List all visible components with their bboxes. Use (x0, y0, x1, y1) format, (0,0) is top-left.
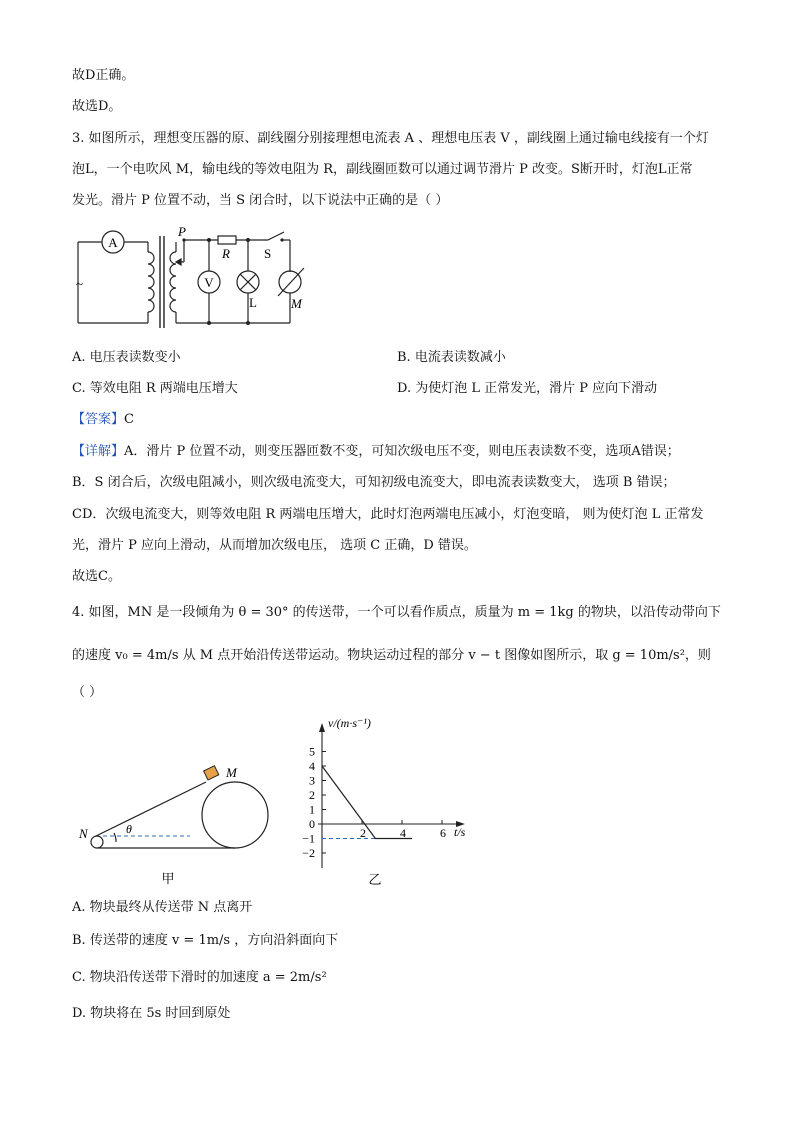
x-axis-label: t/s (454, 825, 466, 839)
prev-conclusion-2: 故选D。 (72, 99, 122, 114)
x-tick-label: 2 (360, 826, 366, 840)
q3-detail-line1 (72, 443, 680, 461)
point-n-label: N (79, 826, 88, 841)
x-tick-label: 6 (440, 826, 446, 840)
v-t-chart (290, 710, 490, 890)
figure-yi-label: 乙 (368, 872, 382, 887)
q4-stem-line1: 4. 如图，MN 是一段倾角为 θ = 30° 的传送带，一个可以看作质点，质量为 m = 1kg 的物块，以沿传动带向下 (72, 605, 721, 620)
y-tick-label: 1 (309, 802, 315, 817)
x-tick-label: 4 (400, 826, 406, 840)
y-tick-label: 3 (309, 773, 315, 788)
detail-label: 【详解】 (72, 444, 125, 459)
point-m-label: M (226, 765, 237, 780)
resistor-label: R (222, 246, 230, 261)
q4-option-a: A. 物块最终从传送带 N 点离开 (72, 900, 253, 915)
transformer-circuit-diagram (72, 222, 322, 334)
y-tick-label: −1 (302, 831, 315, 846)
y-axis-label: v/(m·s⁻¹) (328, 716, 371, 730)
q3-detail-line2: B．S 闭合后，次级电阻减小，则次级电流变大，可知初级电流变大，即电流表读数变大， 选项 B 错误； (72, 475, 676, 490)
figure-jia-label: 甲 (161, 871, 175, 886)
ammeter-label: A (108, 235, 118, 250)
angle-theta-label: θ (126, 822, 132, 836)
q4-option-c: C. 物块沿传送带下滑时的加速度 a = 2m/s² (72, 970, 327, 985)
motor-label: M (291, 296, 302, 311)
q3-answer (72, 411, 134, 429)
y-tick-label: 2 (309, 788, 315, 802)
q4-stem-line2: 的速度 v₀ = 4m/s 从 M 点开始沿传送带运动。物块运动过程的部分 v − t 图像如图所示，取 g = 10m/s²，则 (72, 648, 711, 663)
ac-source-label: ~ (76, 276, 84, 291)
q3-option-c: C. 等效电阻 R 两端电压增大 (72, 381, 238, 396)
voltmeter-label: V (204, 275, 214, 290)
detail-text-1: A．滑片 P 位置不动，则变压器匝数不变，可知次级电压不变，则电压表读数不变，选项A错误； (124, 444, 680, 459)
q4-option-d: D. 物块将在 5s 时回到原处 (72, 1006, 231, 1021)
series-v-t-line (322, 766, 412, 839)
y-axis-arrow (319, 723, 325, 732)
q3-stem-line3: 发光。滑片 P 位置不动，当 S 闭合时，以下说法中正确的是（ ） (72, 193, 449, 208)
y-tick-label: −2 (302, 846, 315, 860)
q4-option-b: B. 传送带的速度 v = 1m/s ，方向沿斜面向下 (72, 933, 339, 948)
q3-stem-line1: 3. 如图所示，理想变压器的原、副线圈分别接理想电流表 A 、理想电压表 V ，副线圈上通过输电线接有一个灯 (72, 131, 709, 146)
y-tick-label: 5 (309, 744, 315, 759)
answer-value: C (124, 412, 134, 427)
q3-option-d: D. 为使灯泡 L 正常发光，滑片 P 应向下滑动 (397, 381, 658, 396)
q3-option-b: B. 电流表读数减小 (397, 350, 506, 365)
answer-label: 【答案】 (72, 412, 125, 427)
q4-stem-line3: （ ） (72, 685, 103, 700)
switch-label: S (264, 246, 272, 261)
q3-stem-line2: 泡L，一个电吹风 M，输电线的等效电阻为 R，副线圈匝数可以通过调节滑片 P 改变。S断开时，灯泡L正常 (72, 162, 693, 177)
q3-detail-line3: CD．次级电流变大，则等效电阻 R 两端电压增大，此时灯泡两端电压减小，灯泡变暗， 则为使灯泡 L 正常发 (72, 507, 704, 522)
q3-conclusion: 故选C。 (72, 569, 121, 584)
q3-detail-line4: 光，滑片 P 应向上滑动，从而增加次级电压， 选项 C 正确，D 错误。 (72, 538, 477, 553)
prev-conclusion-1: 故D正确。 (72, 68, 135, 83)
slider-label: P (178, 224, 186, 239)
y-tick-label: 0 (309, 817, 315, 831)
conveyor-belt-figure (72, 760, 282, 890)
y-tick-label: 4 (309, 759, 315, 773)
q3-option-a: A. 电压表读数变小 (72, 350, 181, 365)
lamp-label: L (249, 295, 257, 310)
